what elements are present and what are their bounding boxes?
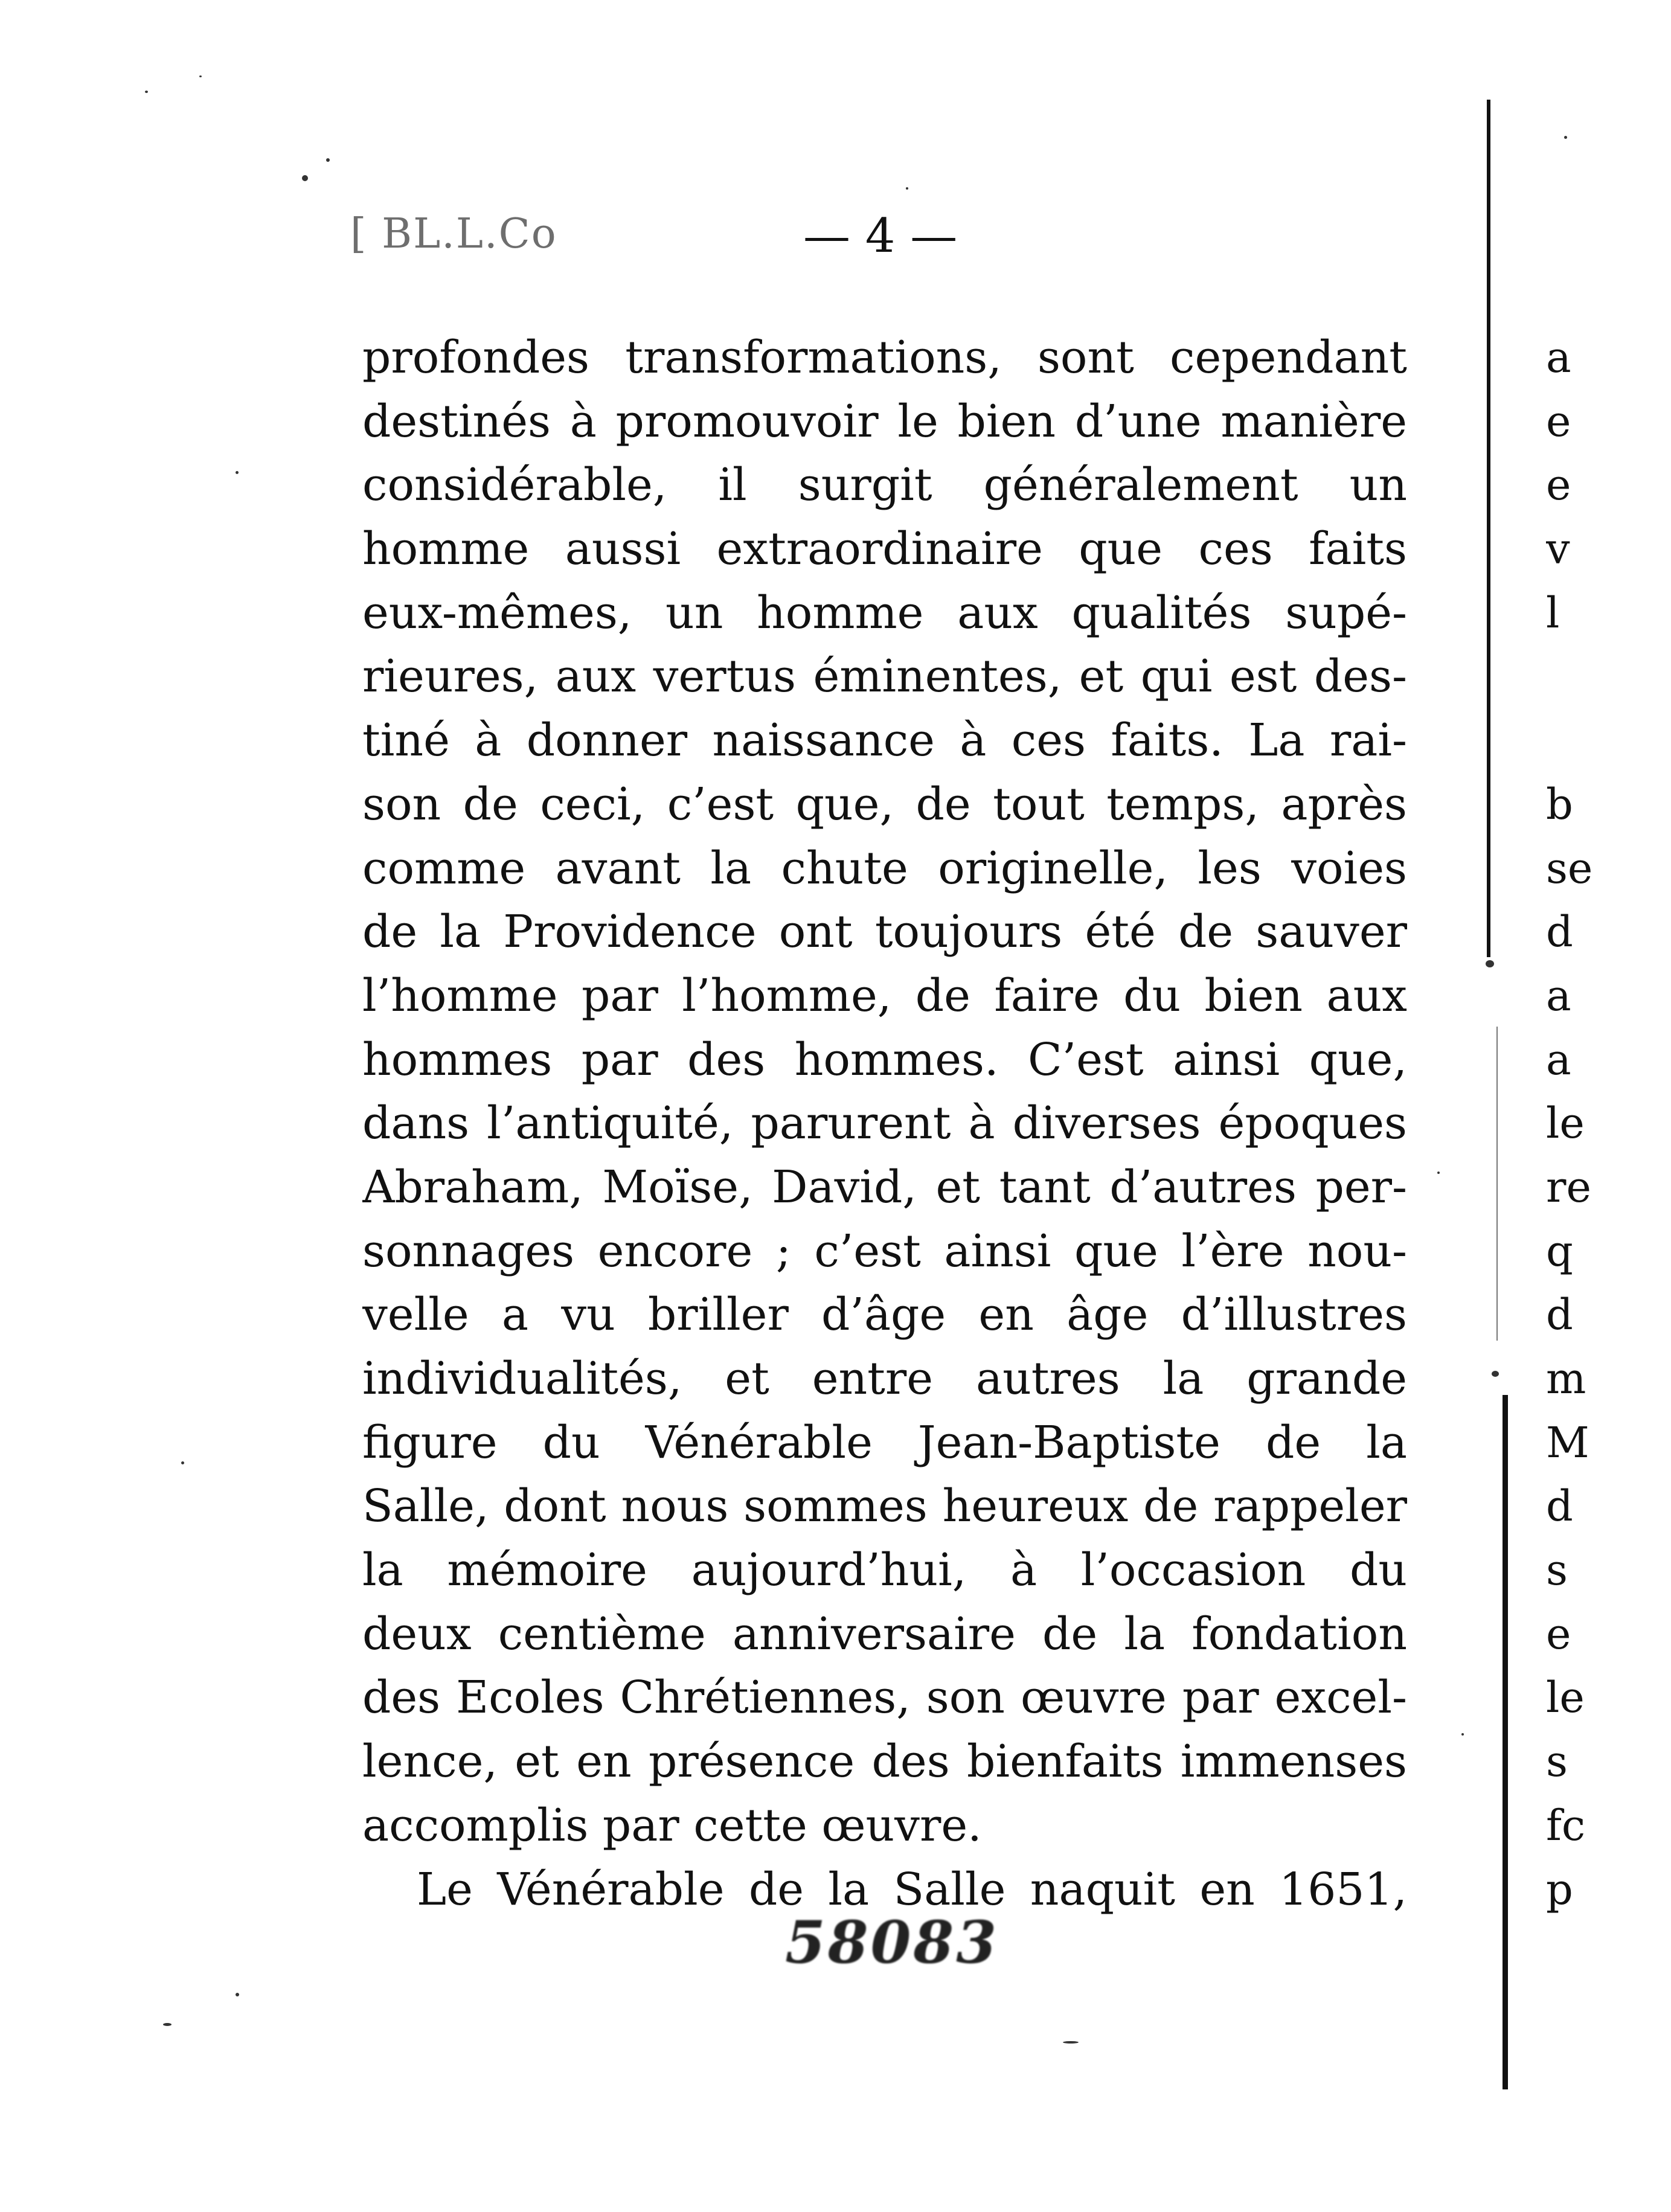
text-line: considérable, il surgit généralement un xyxy=(362,459,1407,511)
text-line: hommes par des hommes. C’est ainsi que, xyxy=(362,1033,1407,1086)
text-line: de la Providence ont toujours été de sauver xyxy=(362,906,1407,958)
scan-speck xyxy=(236,1993,239,1996)
text-line: destinés à promouvoir le bien d’une manière xyxy=(362,395,1407,447)
adjacent-page-fragment: s xyxy=(1546,1737,1568,1787)
scan-speck xyxy=(236,471,239,474)
adjacent-page-fragment: d xyxy=(1546,1290,1573,1340)
adjacent-page-fragment: s xyxy=(1546,1545,1568,1595)
scan-speck xyxy=(326,158,330,162)
adjacent-page-fragment: d xyxy=(1546,1481,1573,1531)
text-line: velle a vu briller d’âge en âge d’illustres xyxy=(362,1289,1407,1341)
library-shelfmark: [ BL.L.Co xyxy=(350,210,557,258)
scan-speck xyxy=(1564,136,1567,139)
adjacent-page-fragment: a xyxy=(1546,970,1571,1021)
adjacent-page-fragment: a xyxy=(1546,333,1571,382)
adjacent-page-fragment: b xyxy=(1546,779,1573,829)
scan-speck xyxy=(1063,2041,1079,2044)
scan-speck xyxy=(302,175,308,181)
scan-speck xyxy=(1461,1733,1464,1736)
text-line: individualités, et entre autres la grande xyxy=(362,1353,1407,1405)
text-line: des Ecoles Chrétiennes, son œuvre par excel- xyxy=(362,1672,1407,1724)
adjacent-page-fragment: M xyxy=(1546,1417,1589,1467)
text-line: son de ceci, c’est que, de tout temps, après xyxy=(362,778,1407,830)
page-number: — 4 — xyxy=(803,209,958,263)
adjacent-page-fragment: p xyxy=(1546,1864,1573,1914)
text-line: tiné à donner naissance à ces faits. La rai- xyxy=(362,714,1407,767)
adjacent-page-fragment xyxy=(1546,645,1671,709)
gutter-line xyxy=(1503,1395,1508,2089)
adjacent-page-fragment: q xyxy=(1546,1226,1573,1276)
scan-speck xyxy=(163,2023,172,2026)
scan-speck xyxy=(181,1461,184,1464)
adjacent-page-edge xyxy=(1546,326,1671,1922)
text-line: comme avant la chute originelle, les voies xyxy=(362,842,1407,894)
adjacent-page-fragment: re xyxy=(1546,1162,1591,1212)
adjacent-page-fragment: l xyxy=(1546,588,1560,638)
body-text xyxy=(362,326,1407,1922)
scan-speck xyxy=(1486,960,1494,967)
scan-speck xyxy=(199,75,202,77)
text-line: sonnages encore ; c’est ainsi que l’ère nou- xyxy=(362,1225,1407,1277)
adjacent-page-fragment: m xyxy=(1546,1354,1586,1403)
text-line: eux-mêmes, un homme aux qualités supé- xyxy=(362,586,1407,639)
text-line: lence, et en présence des bienfaits immenses xyxy=(362,1736,1407,1788)
adjacent-page-fragment: d xyxy=(1546,907,1573,957)
adjacent-page-fragment: e xyxy=(1546,396,1571,446)
catalog-number-stamp: 58083 xyxy=(785,1908,999,1976)
scan-speck xyxy=(145,91,148,93)
text-line: profondes transformations, sont cependant xyxy=(362,332,1407,383)
adjacent-page-fragment: le xyxy=(1546,1098,1585,1149)
text-line: Salle, dont nous sommes heureux de rappeler xyxy=(362,1480,1407,1533)
text-line: la mémoire aujourd’hui, à l’occasion du xyxy=(362,1544,1407,1597)
text-line-paragraph-end: accomplis par cette œuvre. xyxy=(362,1799,982,1851)
adjacent-page-fragment: e xyxy=(1546,1609,1571,1659)
text-line: figure du Vénérable Jean-Baptiste de la xyxy=(362,1416,1407,1469)
text-line: l’homme par l’homme, de faire du bien aux xyxy=(362,969,1407,1022)
adjacent-page-fragment: se xyxy=(1546,843,1593,893)
gutter-line xyxy=(1496,1027,1498,1341)
gutter-line xyxy=(1487,100,1490,957)
text-line: homme aussi extraordinaire que ces faits xyxy=(362,523,1407,575)
adjacent-page-fragment: le xyxy=(1546,1673,1585,1723)
text-line: rieures, aux vertus éminentes, et qui est des- xyxy=(362,650,1407,703)
scan-speck xyxy=(1492,1371,1499,1377)
text-line-paragraph-start: Le Vénérable de la Salle naquit en 1651, xyxy=(417,1863,1407,1915)
adjacent-page-fragment: v xyxy=(1546,524,1570,574)
adjacent-page-fragment: a xyxy=(1546,1034,1571,1085)
scan-speck xyxy=(1437,1172,1440,1174)
text-line: Abraham, Moïse, David, et tant d’autres per- xyxy=(362,1161,1407,1213)
text-line: dans l’antiquité, parurent à diverses époques xyxy=(362,1097,1407,1150)
adjacent-page-fragment: fc xyxy=(1546,1800,1586,1850)
adjacent-page-fragment: e xyxy=(1546,460,1571,510)
adjacent-page-fragment xyxy=(1546,709,1671,773)
scan-speck xyxy=(906,187,908,190)
text-line: deux centième anniversaire de la fondation xyxy=(362,1608,1407,1660)
